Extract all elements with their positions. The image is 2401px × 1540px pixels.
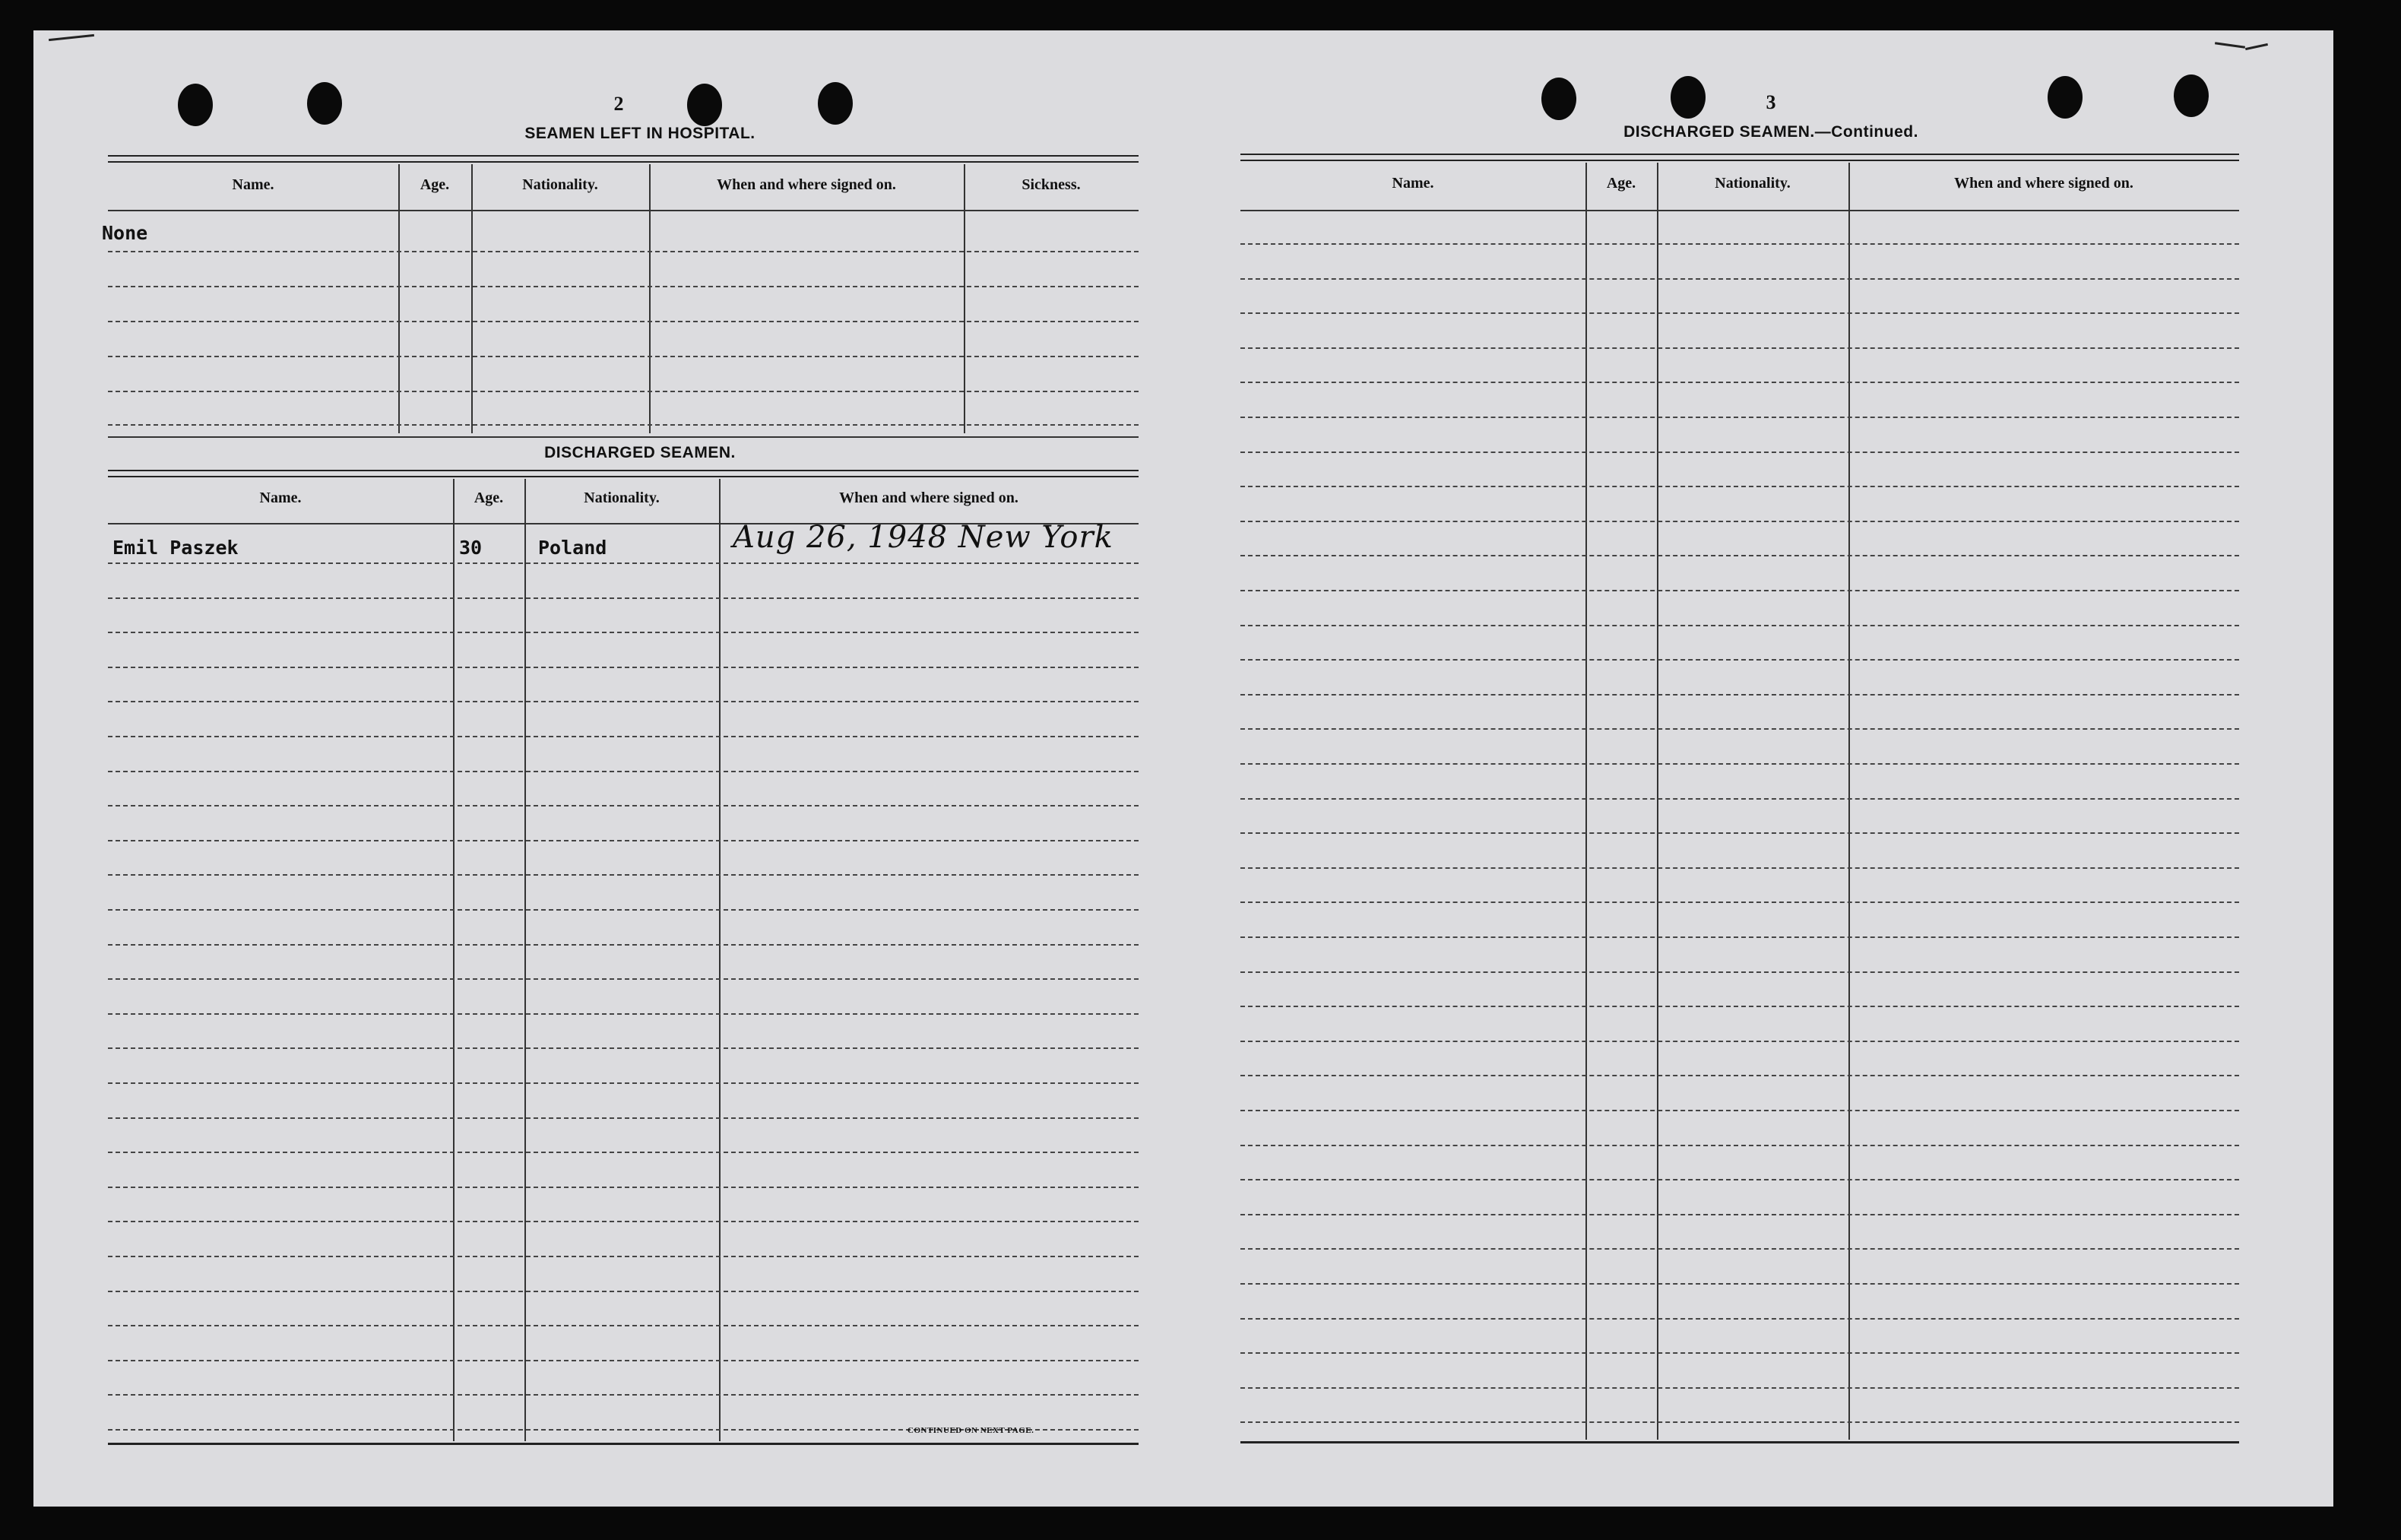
column-divider [398, 164, 400, 433]
row-line [108, 1047, 1139, 1049]
row-line [1240, 659, 2239, 661]
row-line [108, 1152, 1139, 1153]
table-top-rule [108, 155, 1139, 163]
row-line [108, 1360, 1139, 1361]
row-line [108, 667, 1139, 668]
header-rule [108, 210, 1139, 211]
row-line [108, 632, 1139, 633]
row-line [1240, 1145, 2239, 1146]
row-line [108, 321, 1139, 322]
row-line [1240, 1214, 2239, 1215]
form-sheet [33, 30, 2333, 1507]
row-line [108, 874, 1139, 876]
row-line [108, 356, 1139, 357]
column-divider [471, 164, 473, 433]
row-line [1240, 1179, 2239, 1180]
column-header-signed-on: When and where signed on. [717, 176, 896, 193]
row-line [108, 771, 1139, 772]
row-line [1240, 555, 2239, 556]
page-number: 3 [1766, 91, 1776, 113]
row-line [108, 909, 1139, 911]
row-line [108, 286, 1139, 287]
row-line [108, 251, 1139, 252]
row-line [1240, 382, 2239, 383]
section-divider [108, 436, 1139, 438]
row-line [1240, 1283, 2239, 1285]
row-line [1240, 763, 2239, 765]
column-divider [453, 479, 455, 1441]
row-line [108, 1394, 1139, 1396]
row-line [108, 805, 1139, 806]
table-bottom-rule [1240, 1441, 2239, 1443]
column-divider [964, 164, 965, 433]
row-line [108, 701, 1139, 702]
row-line [1240, 278, 2239, 280]
row-line [1240, 1110, 2239, 1111]
header-rule [1240, 210, 2239, 211]
left-page [33, 30, 1174, 1507]
seaman-nationality: Poland [538, 537, 607, 559]
row-line [108, 562, 1139, 564]
row-line [108, 391, 1139, 392]
hospital-section-title: SEAMEN LEFT IN HOSPITAL. [524, 125, 755, 142]
row-line [1240, 347, 2239, 349]
column-header-name: Name. [259, 490, 302, 506]
row-line [1240, 902, 2239, 903]
row-line [108, 597, 1139, 599]
row-line [108, 1082, 1139, 1084]
seaman-name: Emil Paszek [112, 537, 239, 559]
column-header-nationality: Nationality. [584, 490, 660, 506]
discharged-continued-title: DISCHARGED SEAMEN.—Continued. [1623, 123, 1918, 141]
row-line [108, 1325, 1139, 1326]
discharged-section-title: DISCHARGED SEAMEN. [544, 444, 736, 461]
row-line [1240, 590, 2239, 591]
row-line [1240, 832, 2239, 834]
row-line [1240, 867, 2239, 869]
row-line [1240, 728, 2239, 730]
table-top-rule [108, 470, 1139, 477]
row-line [108, 978, 1139, 980]
row-line [1240, 417, 2239, 418]
row-line [1240, 694, 2239, 696]
row-line [1240, 1075, 2239, 1076]
row-line [108, 840, 1139, 841]
row-line [1240, 312, 2239, 314]
column-header-signed-on: When and where signed on. [1954, 175, 2133, 192]
column-header-name: Name. [1392, 175, 1434, 192]
column-header-sickness: Sickness. [1022, 176, 1081, 193]
page-number: 2 [613, 93, 624, 115]
row-line [1240, 1387, 2239, 1389]
row-line [1240, 1006, 2239, 1007]
right-page [1174, 30, 2333, 1507]
column-header-signed-on: When and where signed on. [839, 490, 1018, 506]
handwritten-signed-on: Aug 26, 1948 New York [733, 520, 1113, 555]
seaman-age: 30 [459, 537, 483, 559]
row-line [1240, 1318, 2239, 1320]
row-line [1240, 936, 2239, 938]
column-header-age: Age. [474, 490, 504, 506]
hospital-entry: None [102, 222, 148, 244]
column-header-nationality: Nationality. [1715, 175, 1791, 192]
row-line [108, 1187, 1139, 1188]
row-line [1240, 486, 2239, 487]
row-line [108, 1291, 1139, 1292]
column-divider [719, 479, 721, 1441]
column-header-nationality: Nationality. [522, 176, 598, 193]
continued-note: CONTINUED ON NEXT PAGE. [908, 1426, 1034, 1435]
table-top-rule [1240, 154, 2239, 161]
row-line [108, 1256, 1139, 1257]
row-line [1240, 243, 2239, 245]
column-header-age: Age. [1606, 175, 1636, 192]
row-line [1240, 798, 2239, 800]
row-line [1240, 1352, 2239, 1354]
row-line [108, 1013, 1139, 1015]
row-line [108, 944, 1139, 946]
row-line [1240, 971, 2239, 973]
row-line [108, 1221, 1139, 1222]
row-line [108, 1117, 1139, 1119]
row-line [1240, 1248, 2239, 1250]
column-header-age: Age. [420, 176, 450, 193]
column-divider [524, 479, 526, 1441]
row-line [1240, 1041, 2239, 1042]
table-bottom-rule [108, 1443, 1139, 1445]
row-line [1240, 521, 2239, 522]
row-line [108, 736, 1139, 737]
row-line [108, 424, 1139, 426]
row-line [1240, 452, 2239, 453]
column-header-name: Name. [232, 176, 274, 193]
row-line [1240, 625, 2239, 626]
row-line [1240, 1421, 2239, 1423]
column-divider [649, 164, 651, 433]
